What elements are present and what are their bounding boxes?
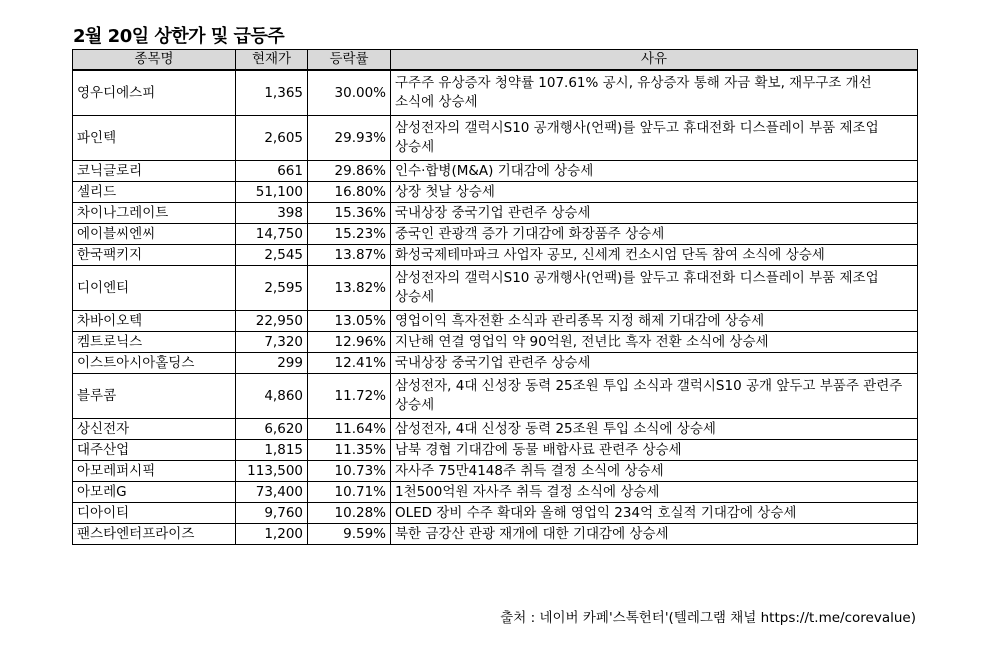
stock-name: 이스트아시아홀딩스 bbox=[73, 353, 236, 374]
stock-rate: 30.00% bbox=[308, 70, 391, 116]
stock-reason: 지난해 연결 영업익 약 90억원, 전년比 흑자 전환 소식에 상승세 bbox=[391, 332, 918, 353]
stock-reason: 인수·합병(M&A) 기대감에 상승세 bbox=[391, 161, 918, 182]
stock-price: 661 bbox=[236, 161, 308, 182]
stock-name: 한국팩키지 bbox=[73, 245, 236, 266]
header-price: 현재가 bbox=[236, 50, 308, 71]
stock-price: 9,760 bbox=[236, 503, 308, 524]
stock-price: 2,545 bbox=[236, 245, 308, 266]
stock-name: 에이블씨엔씨 bbox=[73, 224, 236, 245]
table-header-row bbox=[73, 50, 918, 71]
stock-reason: 삼성전자, 4대 신성장 동력 25조원 투입 소식과 갤럭시S10 공개 앞두고 부품주 관련주 상승세 bbox=[391, 374, 918, 419]
stock-price: 398 bbox=[236, 203, 308, 224]
stock-rate: 29.93% bbox=[308, 116, 391, 161]
stock-name: 디이엔티 bbox=[73, 266, 236, 311]
stock-rate: 9.59% bbox=[308, 524, 391, 545]
stock-reason: 국내상장 중국기업 관련주 상승세 bbox=[391, 353, 918, 374]
stock-rate: 16.80% bbox=[308, 182, 391, 203]
stock-name: 상신전자 bbox=[73, 419, 236, 440]
stock-reason: 국내상장 중국기업 관련주 상승세 bbox=[391, 203, 918, 224]
stock-rate: 12.96% bbox=[308, 332, 391, 353]
table-row bbox=[73, 311, 918, 332]
stock-reason: 삼성전자의 갤럭시S10 공개행사(언팩)를 앞두고 휴대전화 디스플레이 부품 제조업 상승세 bbox=[391, 266, 918, 311]
table-row bbox=[73, 70, 918, 116]
table-row bbox=[73, 524, 918, 545]
stock-price: 51,100 bbox=[236, 182, 308, 203]
stock-name: 대주산업 bbox=[73, 440, 236, 461]
stock-rate: 13.82% bbox=[308, 266, 391, 311]
stock-name: 셀리드 bbox=[73, 182, 236, 203]
stock-price: 6,620 bbox=[236, 419, 308, 440]
table-row bbox=[73, 161, 918, 182]
stock-reason: 상장 첫날 상승세 bbox=[391, 182, 918, 203]
stock-rate: 15.23% bbox=[308, 224, 391, 245]
stock-reason: 자사주 75만4148주 취득 결정 소식에 상승세 bbox=[391, 461, 918, 482]
stock-reason: 영업이익 흑자전환 소식과 관리종목 지정 해제 기대감에 상승세 bbox=[391, 311, 918, 332]
stock-price: 1,815 bbox=[236, 440, 308, 461]
stock-name: 영우디에스피 bbox=[73, 70, 236, 116]
stock-price: 299 bbox=[236, 353, 308, 374]
stock-rate: 29.86% bbox=[308, 161, 391, 182]
stock-reason: 중국인 관광객 증가 기대감에 화장품주 상승세 bbox=[391, 224, 918, 245]
stock-price: 113,500 bbox=[236, 461, 308, 482]
stock-reason: 남북 경협 기대감에 동물 배합사료 관련주 상승세 bbox=[391, 440, 918, 461]
table-row bbox=[73, 482, 918, 503]
table-row bbox=[73, 245, 918, 266]
header-reason: 사유 bbox=[391, 50, 918, 71]
stock-reason: 구주주 유상증자 청약률 107.61% 공시, 유상증자 통해 자금 확보, 재무구조 개선 소식에 상승세 bbox=[391, 70, 918, 116]
stock-reason: 삼성전자의 갤럭시S10 공개행사(언팩)를 앞두고 휴대전화 디스플레이 부품 제조업 상승세 bbox=[391, 116, 918, 161]
stock-rate: 13.05% bbox=[308, 311, 391, 332]
stock-name: 블루콤 bbox=[73, 374, 236, 419]
header-rate: 등락률 bbox=[308, 50, 391, 71]
stock-rate: 10.73% bbox=[308, 461, 391, 482]
stock-price: 73,400 bbox=[236, 482, 308, 503]
stock-name: 파인텍 bbox=[73, 116, 236, 161]
table-row bbox=[73, 266, 918, 311]
table-row bbox=[73, 440, 918, 461]
stock-name: 코닉글로리 bbox=[73, 161, 236, 182]
stock-price: 14,750 bbox=[236, 224, 308, 245]
stock-rate: 13.87% bbox=[308, 245, 391, 266]
stock-reason: 삼성전자, 4대 신성장 동력 25조원 투입 소식에 상승세 bbox=[391, 419, 918, 440]
stock-rate: 10.71% bbox=[308, 482, 391, 503]
stock-name: 아모레G bbox=[73, 482, 236, 503]
table-row bbox=[73, 503, 918, 524]
stock-name: 아모레퍼시픽 bbox=[73, 461, 236, 482]
page-title: 2월 20일 상한가 및 급등주 bbox=[73, 26, 285, 47]
stock-name: 차이나그레이트 bbox=[73, 203, 236, 224]
stock-price: 2,595 bbox=[236, 266, 308, 311]
stock-reason: 화성국제테마파크 사업자 공모, 신세계 컨소시엄 단독 참여 소식에 상승세 bbox=[391, 245, 918, 266]
table-row bbox=[73, 419, 918, 440]
stock-reason: 1천500억원 자사주 취득 결정 소식에 상승세 bbox=[391, 482, 918, 503]
stock-rate: 12.41% bbox=[308, 353, 391, 374]
source-note: 출처 : 네이버 카페'스톡헌터'(텔레그램 채널 https://t.me/corevalue) bbox=[500, 610, 916, 626]
stock-reason: 북한 금강산 관광 재개에 대한 기대감에 상승세 bbox=[391, 524, 918, 545]
stock-price: 7,320 bbox=[236, 332, 308, 353]
table-row bbox=[73, 116, 918, 161]
stock-price: 1,200 bbox=[236, 524, 308, 545]
stock-name: 켐트로닉스 bbox=[73, 332, 236, 353]
table-row bbox=[73, 203, 918, 224]
table-row bbox=[73, 182, 918, 203]
table-row bbox=[73, 374, 918, 419]
table-row bbox=[73, 332, 918, 353]
table-row bbox=[73, 353, 918, 374]
stock-price: 2,605 bbox=[236, 116, 308, 161]
stock-rate: 11.64% bbox=[308, 419, 391, 440]
stock-name: 디아이티 bbox=[73, 503, 236, 524]
stock-name: 팬스타엔터프라이즈 bbox=[73, 524, 236, 545]
stock-reason: OLED 장비 수주 확대와 올해 영업익 234억 호실적 기대감에 상승세 bbox=[391, 503, 918, 524]
stock-table bbox=[72, 49, 918, 545]
table-row bbox=[73, 461, 918, 482]
stock-rate: 10.28% bbox=[308, 503, 391, 524]
table-row bbox=[73, 224, 918, 245]
header-name: 종목명 bbox=[73, 50, 236, 71]
stock-rate: 11.35% bbox=[308, 440, 391, 461]
stock-price: 1,365 bbox=[236, 70, 308, 116]
stock-name: 차바이오텍 bbox=[73, 311, 236, 332]
stock-price: 4,860 bbox=[236, 374, 308, 419]
stock-price: 22,950 bbox=[236, 311, 308, 332]
stock-rate: 15.36% bbox=[308, 203, 391, 224]
stock-rate: 11.72% bbox=[308, 374, 391, 419]
